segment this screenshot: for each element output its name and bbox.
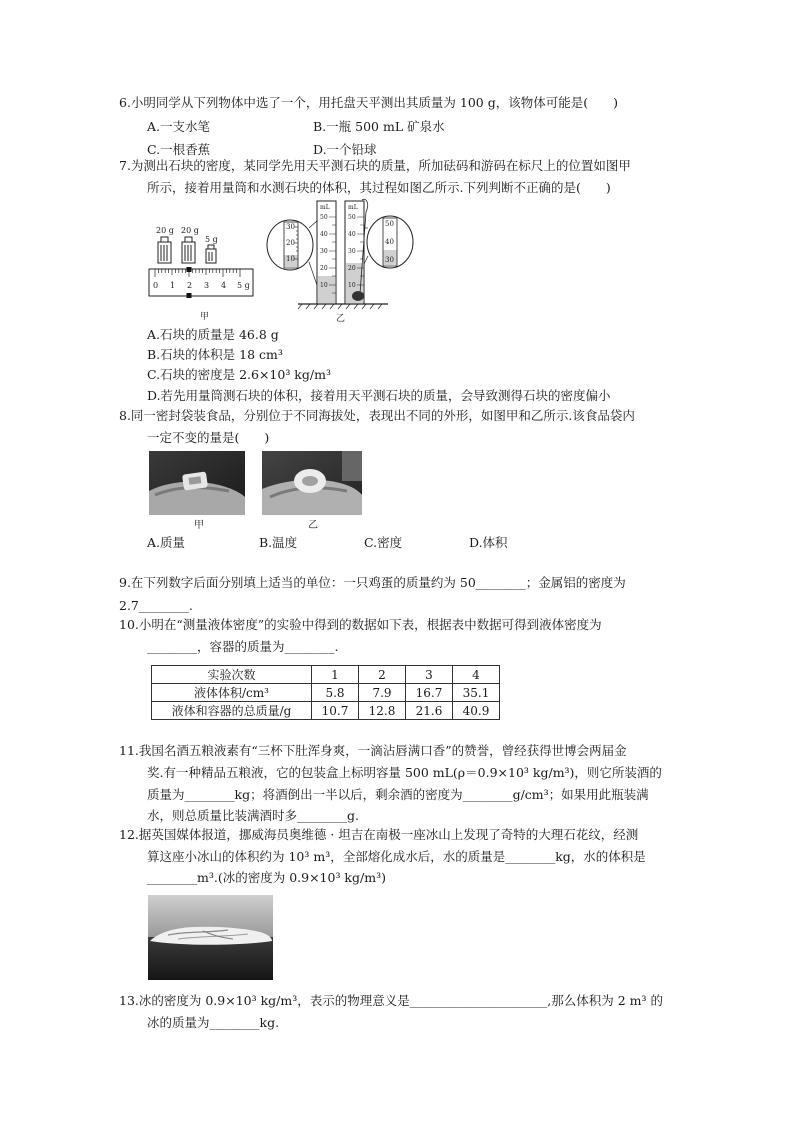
- table-cell: 40.9: [453, 702, 500, 720]
- cylinder-tick: 10: [320, 282, 328, 289]
- weight-icon: [206, 249, 216, 263]
- rider-icon: [187, 267, 192, 272]
- q8-option-a[interactable]: A.质量: [147, 535, 186, 550]
- cylinder-tick: 10: [348, 282, 356, 289]
- q11-stem-line1: 11.我国名酒五粮液素有“三杯下肚浑身爽，一滴沾唇满口香”的赞誉，曾经获得世博会两届金: [119, 743, 627, 758]
- q11-stem-line2: 奖.有一种精品五粮液，它的包装盒上标明容量 500 mL(ρ＝0.9×10³ kg/m³)，则它所装酒的: [147, 765, 662, 780]
- q8-stem-line2: 一定不变的量是( ): [147, 430, 270, 445]
- q7-stem-line2: 所示，接着用量筒和水测石块的体积，其过程如图乙所示.下列判断不正确的是( ): [147, 180, 611, 195]
- table-row-label: 液体和容器的总质量/g: [152, 702, 312, 720]
- table-cell: 7.9: [359, 684, 406, 702]
- cylinder-tick: 50: [348, 214, 356, 221]
- scale-tick-label: 1: [170, 281, 176, 290]
- zoom-tick: 40: [385, 238, 394, 246]
- q6-option-d[interactable]: D.一个铅球: [313, 142, 377, 157]
- photo-caption-yi: 乙: [308, 520, 318, 531]
- table-cell: 1: [312, 666, 359, 684]
- q12-stem-line3: ________m³.(冰的密度为 0.9×10³ kg/m³): [147, 870, 386, 885]
- cylinder-tick: 20: [320, 265, 328, 272]
- table-cell: 16.7: [406, 684, 453, 702]
- stone-icon: [352, 291, 364, 301]
- weight-label: 20 g: [181, 226, 199, 235]
- unit-label: mL: [348, 204, 358, 211]
- rider-icon: [187, 293, 192, 298]
- table-cell: 4: [453, 666, 500, 684]
- q7-option-a[interactable]: A.石块的质量是 46.8 g: [147, 327, 279, 342]
- q6-option-c[interactable]: C.一根香蕉: [147, 142, 211, 157]
- balance-scale-figure: [148, 222, 258, 322]
- scale-tick-label: 4: [221, 281, 227, 290]
- q7-option-b[interactable]: B.石块的体积是 18 cm³: [147, 347, 283, 362]
- zoom-tick: 10: [286, 255, 295, 263]
- unit-label: mL: [320, 204, 330, 211]
- table-cell: 21.6: [406, 702, 453, 720]
- cylinder-tick: 40: [348, 231, 356, 238]
- q7-option-d[interactable]: D.若先用量筒测石块的体积，接着用天平测石块的质量，会导致测得石块的密度偏小: [147, 388, 611, 403]
- weight-knob: [208, 245, 214, 249]
- zoom-tick: 30: [286, 223, 295, 231]
- cylinder-tick: 50: [320, 214, 328, 221]
- cylinder-tick: 30: [348, 248, 356, 255]
- cylinder-tick: 20: [348, 265, 356, 272]
- scale-tick-label: 0: [153, 281, 159, 290]
- q9-stem-line1: 9.在下列数字后面分别填上适当的单位：一只鸡蛋的质量约为 50________；金属铝的密度为: [119, 575, 626, 590]
- cylinder-tick: 30: [320, 248, 328, 255]
- scale-tick-label: 3: [204, 281, 210, 290]
- q12-stem-line1: 12.据英国媒体报道，挪威海员奥维德 · 坦吉在南极一座冰山上发现了奇特的大理石花纹，经测: [119, 827, 639, 842]
- graduated-cylinder-figure: [262, 198, 422, 323]
- zoom-tick: 20: [286, 239, 295, 247]
- scale-tick-label: 2: [187, 281, 193, 290]
- zoom-tick: 30: [385, 256, 394, 264]
- cylinder-tick: 40: [320, 231, 328, 238]
- q7-option-c[interactable]: C.石块的密度是 2.6×10³ kg/m³: [147, 367, 331, 382]
- q6-option-a[interactable]: A.一支水笔: [147, 119, 211, 134]
- table-cell: 2: [359, 666, 406, 684]
- q11-stem-line3: 质量为________kg；将酒倒出一半以后，剩余酒的密度为________g/cm³；如果用此瓶装满: [147, 787, 649, 802]
- scale-tick-label: 5 g: [237, 281, 250, 290]
- table-cell: 3: [406, 666, 453, 684]
- table-cell: 10.7: [312, 702, 359, 720]
- q10-stem-line2: ________，容器的质量为________.: [147, 639, 339, 654]
- table-row: [152, 666, 500, 684]
- weight-knob: [185, 237, 192, 242]
- table-cell: 12.8: [359, 702, 406, 720]
- weight-label: 20 g: [156, 226, 174, 235]
- iceberg-photo: [148, 895, 273, 980]
- q11-stem-line4: 水，则总质量比装满酒时多________g.: [147, 808, 359, 823]
- zoom-tick: 50: [385, 220, 394, 228]
- photo-caption-jia: 甲: [194, 520, 204, 531]
- data-table: [151, 665, 500, 720]
- q8-option-d[interactable]: D.体积: [469, 535, 508, 550]
- q8-option-c[interactable]: C.密度: [364, 535, 403, 550]
- q12-stem-line2: 算这座小冰山的体积约为 10³ m³，全部熔化成水后，水的质量是________kg，水的体积是: [147, 849, 646, 864]
- table-cell: 5.8: [312, 684, 359, 702]
- q13-stem-line2: 冰的质量为________kg.: [147, 1015, 280, 1030]
- weight-knob: [161, 237, 168, 242]
- q9-stem-line2: 2.7________.: [119, 598, 193, 613]
- q6-stem: 6.小明同学从下列物体中选了一个，用托盘天平测出其质量为 100 g，该物体可能是( ): [119, 95, 618, 110]
- q8-stem-line1: 8.同一密封袋装食品，分别位于不同海拔处，表现出不同的外形，如图甲和乙所示.该食品袋内: [119, 408, 635, 423]
- food-bag-photo-yi: [262, 451, 362, 515]
- food-bag-photo-jia: [149, 451, 245, 515]
- q8-option-b[interactable]: B.温度: [259, 535, 298, 550]
- q6-option-b[interactable]: B.一瓶 500 mL 矿泉水: [313, 119, 445, 134]
- table-row: [152, 684, 500, 702]
- q10-stem-line1: 10.小明在“测量液体密度”的实验中得到的数据如下表，根据表中数据可得到液体密度为: [119, 617, 602, 632]
- table-cell: 35.1: [453, 684, 500, 702]
- q13-stem-line1: 13.冰的密度为 0.9×10³ kg/m³，表示的物理意义是______________________,那么体积为 2 m³ 的: [119, 993, 663, 1008]
- table-header-cell: 实验次数: [152, 666, 312, 684]
- table-row-label: 液体体积/cm³: [152, 684, 312, 702]
- figure-caption-jia: 甲: [200, 312, 210, 322]
- weight-label: 5 g: [205, 235, 218, 244]
- table-row: [152, 702, 500, 720]
- figure-caption-yi: 乙: [336, 314, 346, 323]
- q7-stem-line1: 7.为测出石块的密度，某同学先用天平测石块的质量，所加砝码和游码在标尺上的位置如图甲: [119, 158, 631, 173]
